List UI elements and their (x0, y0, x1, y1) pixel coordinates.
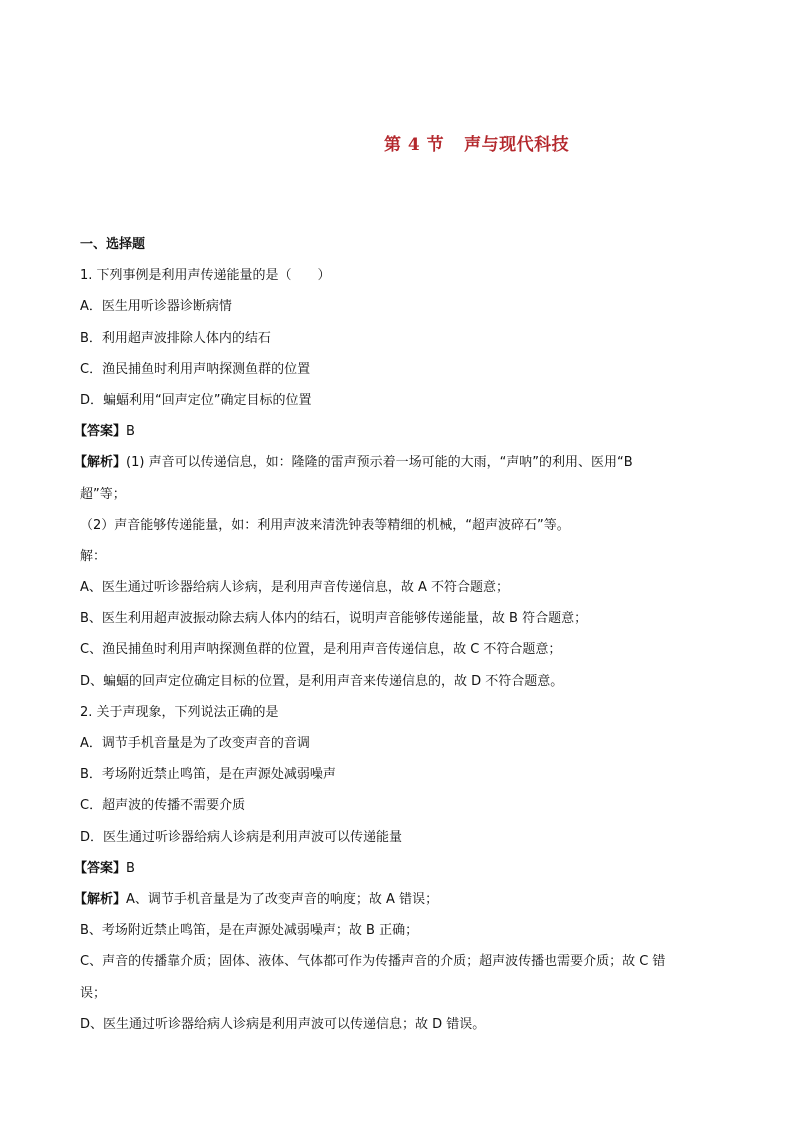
analysis-line: C、声音的传播靠介质；固体、液体、气体都可作为传播声音的介质；超声波传播也需要介质；故 C 错 (80, 954, 666, 970)
option-c: C．渔民捕鱼时利用声呐探测鱼群的位置 (80, 361, 311, 377)
analysis-line (74, 447, 720, 478)
page-title (384, 130, 569, 155)
option-a: A．调节手机音量是为了改变声音的音调 (80, 736, 310, 751)
analysis-line: B、考场附近禁止鸣笛，是在声源处减弱噪声；故 B 正确； (80, 923, 419, 939)
answer-line (74, 853, 720, 884)
option-d: D．医生通过听诊器给病人诊病是利用声波可以传递能量 (80, 829, 403, 845)
analysis-line: 解： (80, 548, 107, 564)
option-c: C．超声波的传播不需要介质 (80, 798, 246, 814)
analysis-tag: 【解析】 (74, 455, 127, 471)
title-section-number: 第 4 节 (384, 135, 445, 155)
question-2 (74, 697, 720, 1040)
document-body (74, 229, 720, 1040)
option-d: D．蝙蝠利用“回声定位”确定目标的位置 (80, 392, 312, 408)
analysis-line: A、医生通过听诊器给病人诊病，是利用声音传递信息，故 A 不符合题意； (80, 580, 510, 596)
answer-value: B (126, 860, 135, 876)
analysis-tag: 【解析】 (74, 891, 127, 907)
analysis-line: 误； (80, 985, 107, 1001)
question-stem: 2. 关于声现象，下列说法正确的是 (80, 704, 279, 720)
option-b: B．利用超声波排除人体内的结石 (80, 330, 271, 346)
answer-tag: 【答案】 (74, 424, 127, 440)
option-b: B．考场附近禁止鸣笛，是在声源处减弱噪声 (80, 767, 336, 783)
analysis-line (74, 884, 720, 915)
title-name: 声与现代科技 (464, 135, 570, 155)
analysis-line: D、蝙蝠的回声定位确定目标的位置，是利用声音来传递信息的，故 D 不符合题意。 (80, 673, 564, 689)
answer-line (74, 416, 720, 447)
analysis-line: D、医生通过听诊器给病人诊病是利用声波可以传递信息；故 D 错误。 (80, 1016, 486, 1032)
question-1 (74, 260, 720, 697)
question-stem: 1. 下列事例是利用声传递能量的是（ ） (80, 268, 331, 284)
analysis-line: B、医生利用超声波振动除去病人体内的结石，说明声音能够传递能量，故 B 符合题意； (80, 611, 588, 627)
option-a: A．医生用听诊器诊断病情 (80, 299, 232, 315)
answer-tag: 【答案】 (74, 860, 127, 876)
analysis-text: (1) 声音可以传递信息，如：隆隆的雷声预示着一场可能的大雨，“声呐”的利用、医用“B (126, 455, 633, 471)
analysis-text: A、调节手机音量是为了改变声音的响度；故 A 错误； (126, 891, 439, 907)
section-heading: 一、选择题 (80, 237, 146, 252)
analysis-line: C、渔民捕鱼时利用声呐探测鱼群的位置，是利用声音传递信息，故 C 不符合题意； (80, 642, 562, 658)
analysis-line: 超”等； (80, 486, 126, 502)
analysis-line: （2）声音能够传递能量，如：利用声波来清洗钟表等精细的机械，“超声波碎石”等。 (80, 517, 570, 533)
answer-value: B (126, 424, 135, 440)
